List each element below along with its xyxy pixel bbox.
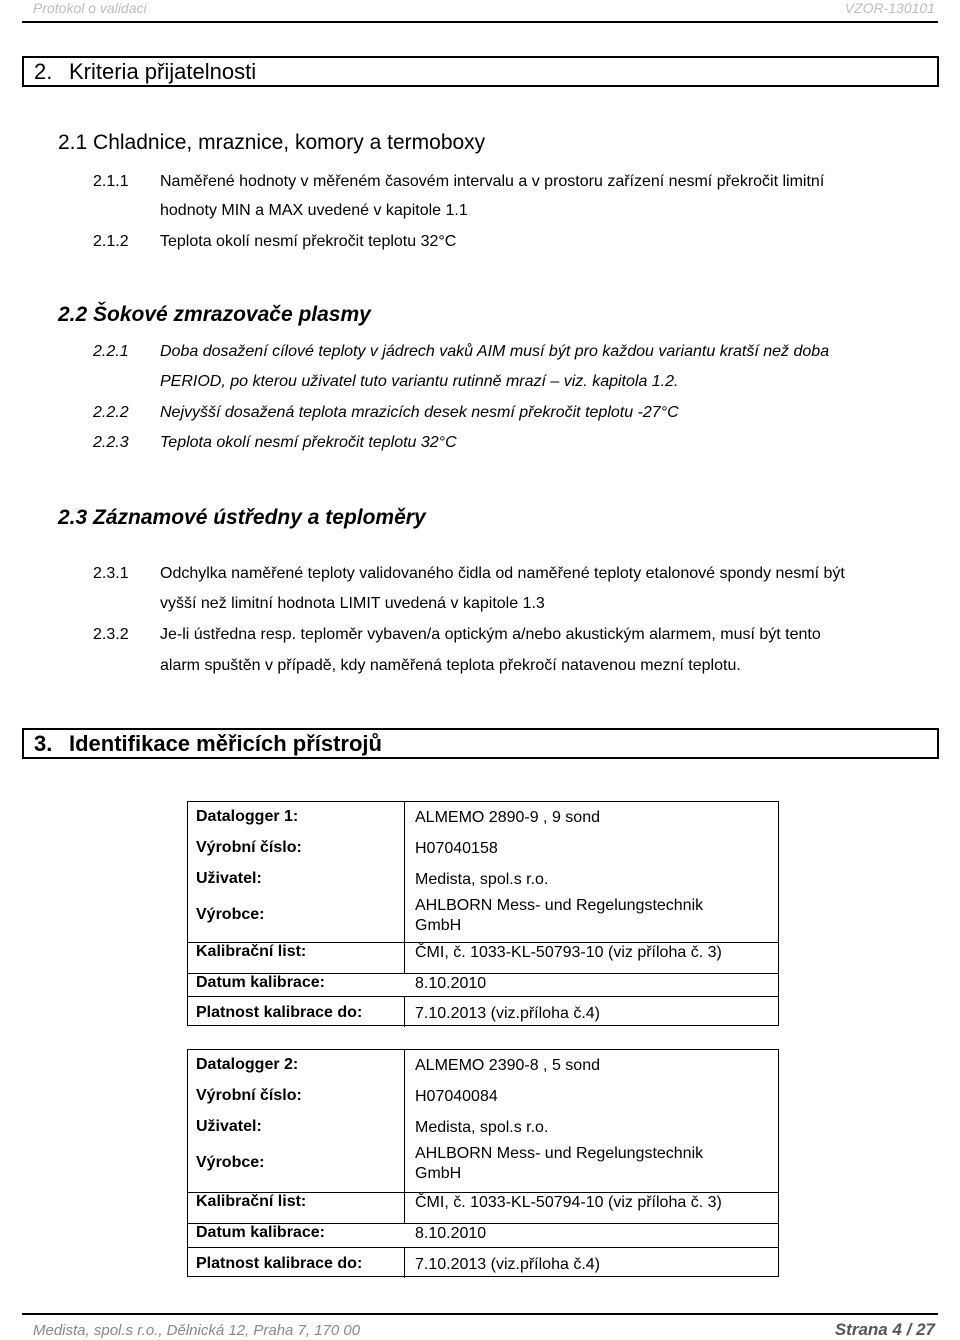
item-2-3-1-text-line1: Odchylka naměřené teploty validovaného čidla od naměřené teploty etalonové spondy nesmí být <box>160 565 845 582</box>
item-2-2-3-text: Teplota okolí nesmí překročit teplotu 32°C <box>160 434 457 451</box>
item-2-2-1-text-line2: PERIOD, po kterou uživatel tuto variantu rutinně mrazí – viz. kapitola 1.2. <box>160 373 679 390</box>
table-divider <box>404 942 405 973</box>
item-2-1-2-text: Teplota okolí nesmí překročit teplotu 32°C <box>160 233 457 250</box>
table-key: Datum kalibrace: <box>196 1224 325 1241</box>
header-doc-id: VZOR-130101 <box>844 0 935 16</box>
table-value: H07040158 <box>415 840 498 857</box>
table-key: Uživatel: <box>196 1118 262 1135</box>
table-value: Medista, spol.s r.o. <box>415 1119 549 1136</box>
table-value: 8.10.2010 <box>415 1225 487 1242</box>
item-2-3-2-text-line2: alarm spuštěn v případě, kdy naměřená teplota překročí natavenou mezní teplotu. <box>160 657 741 674</box>
subsection-2-1-heading: 2.1 Chladnice, mraznice, komory a termoboxy <box>58 131 486 154</box>
table-value: ALMEMO 2390-8 , 5 sond <box>415 1057 600 1074</box>
table-key: Platnost kalibrace do: <box>196 1255 363 1272</box>
section-2-number: 2. <box>34 59 53 84</box>
item-2-1-1-text-line2: hodnoty MIN a MAX uvedené v kapitole 1.1 <box>160 202 468 219</box>
item-2-2-2-number: 2.2.2 <box>93 404 129 421</box>
table-divider <box>404 1050 405 1192</box>
table-key: Výrobce: <box>196 1154 265 1171</box>
datalogger-2-table <box>187 1049 779 1277</box>
table-key: Uživatel: <box>196 870 262 887</box>
section-3-number: 3. <box>34 731 53 756</box>
section-3-heading <box>22 728 939 759</box>
table-value: AHLBORN Mess- und Regelungstechnik <box>415 897 704 914</box>
item-2-3-1-text-line2: vyšší než limitní hodnota LIMIT uvedená v kapitole 1.3 <box>160 595 545 612</box>
footer-divider <box>22 1313 938 1315</box>
section-2-heading <box>22 56 939 87</box>
section-2-title: Kriteria přijatelnosti <box>69 59 257 84</box>
table-key: Výrobní číslo: <box>196 839 302 856</box>
item-2-1-1-number: 2.1.1 <box>93 173 129 190</box>
item-2-2-2-text: Nejvyšší dosažená teplota mrazicích desek nesmí překročit teplotu -27°C <box>160 404 679 421</box>
table-key: Kalibrační list: <box>196 1193 307 1210</box>
table-value: GmbH <box>415 917 462 934</box>
item-2-3-2-text-line1: Je-li ústředna resp. teploměr vybaven/a optickým a/nebo akustickým alarmem, musí být tento <box>160 626 821 643</box>
table-key: Výrobce: <box>196 906 265 923</box>
table-value: H07040084 <box>415 1088 498 1105</box>
table-value: AHLBORN Mess- und Regelungstechnik <box>415 1145 704 1162</box>
table-divider <box>404 1247 405 1278</box>
subsection-2-3-heading: 2.3 Záznamové ústředny a teploměry <box>58 506 426 529</box>
table-value: ČMI, č. 1033-KL-50794-10 (viz příloha č. 3) <box>415 1194 722 1211</box>
table-value: GmbH <box>415 1165 462 1182</box>
table-divider <box>188 1247 778 1248</box>
table-key: Datalogger 2: <box>196 1056 299 1073</box>
item-2-3-2-number: 2.3.2 <box>93 626 129 643</box>
header-title: Protokol o validaci <box>33 0 147 16</box>
table-divider <box>188 996 778 997</box>
table-divider <box>404 802 405 942</box>
item-2-3-1-number: 2.3.1 <box>93 565 129 582</box>
item-2-1-2-number: 2.1.2 <box>93 233 129 250</box>
datalogger-1-table <box>187 801 779 1026</box>
table-value: 8.10.2010 <box>415 975 487 992</box>
footer-address: Medista, spol.s r.o., Dělnická 12, Praha 7, 170 00 <box>33 1322 361 1339</box>
table-key: Datalogger 1: <box>196 808 299 825</box>
footer-page-number: Strana 4 / 27 <box>834 1320 935 1339</box>
table-key: Kalibrační list: <box>196 943 307 960</box>
subsection-2-2-heading: 2.2 Šokové zmrazovače plasmy <box>58 303 371 326</box>
item-2-2-3-number: 2.2.3 <box>93 434 129 451</box>
table-key: Datum kalibrace: <box>196 974 325 991</box>
table-key: Výrobní číslo: <box>196 1087 302 1104</box>
item-2-2-1-text-line1: Doba dosažení cílové teploty v jádrech vaků AIM musí být pro každou variantu kratší než doba <box>160 343 830 360</box>
table-value: Medista, spol.s r.o. <box>415 871 549 888</box>
header-divider <box>22 21 938 23</box>
table-value: 7.10.2013 (viz.příloha č.4) <box>415 1005 600 1022</box>
table-divider <box>404 996 405 1027</box>
table-divider <box>404 1192 405 1223</box>
item-2-2-1-number: 2.2.1 <box>93 343 129 360</box>
table-value: ČMI, č. 1033-KL-50793-10 (viz příloha č. 3) <box>415 944 722 961</box>
table-value: ALMEMO 2890-9 , 9 sond <box>415 809 600 826</box>
table-value: 7.10.2013 (viz.příloha č.4) <box>415 1256 600 1273</box>
item-2-1-1-text-line1: Naměřené hodnoty v měřeném časovém intervalu a v prostoru zařízení nesmí překročit limitní <box>160 173 825 190</box>
section-3-title: Identifikace měřicích přístrojů <box>69 731 382 756</box>
table-key: Platnost kalibrace do: <box>196 1004 363 1021</box>
